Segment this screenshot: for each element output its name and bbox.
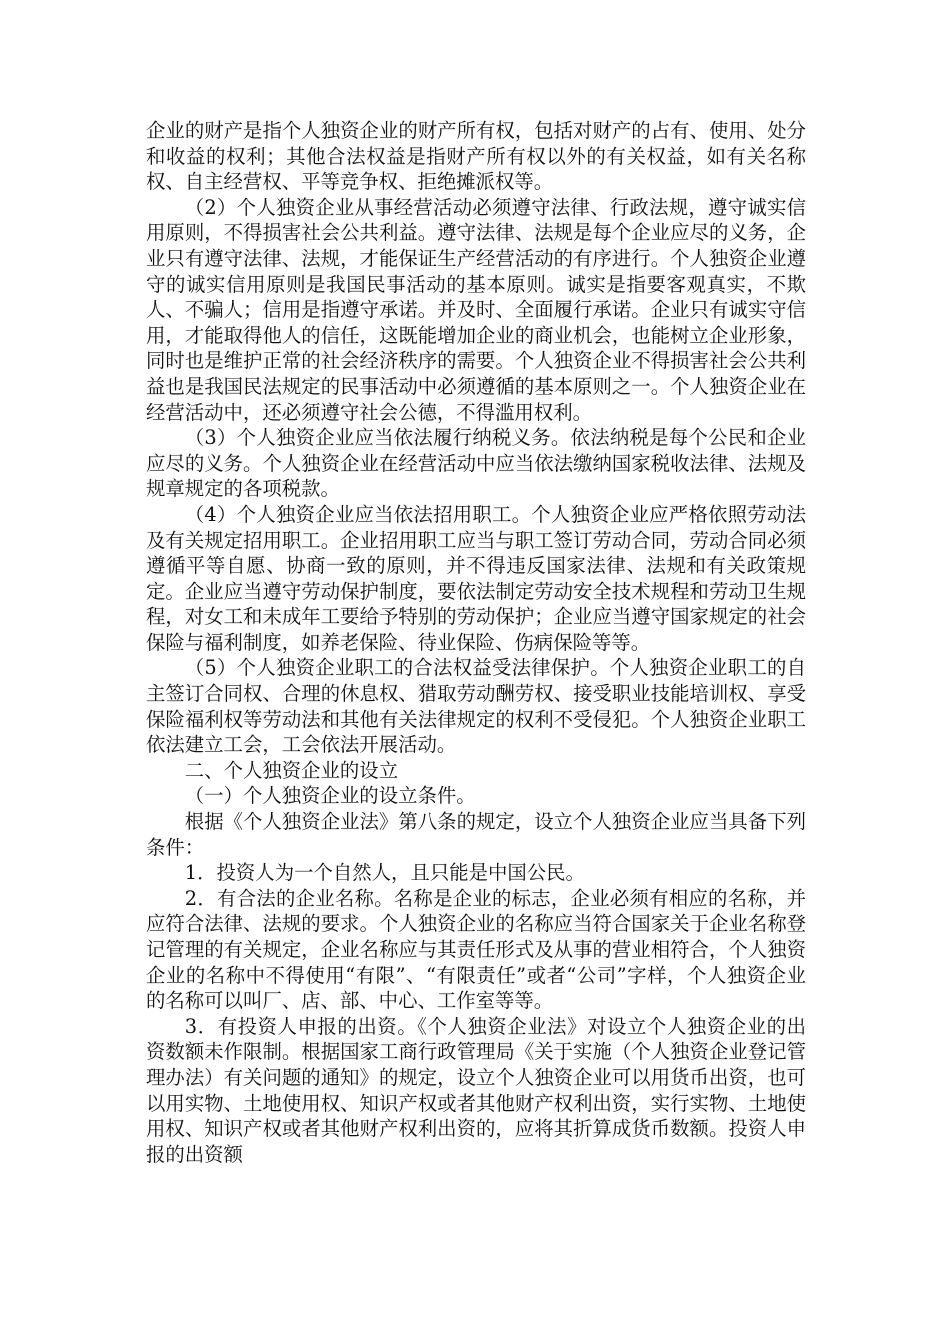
paragraph-item-2: （2）个人独资企业从事经营活动必须遵守法律、行政法规，遵守诚实信用原则，不得损害社会公共利益。遵守法律、法规是每个企业应尽的义务，企业只有遵守法律、法规，才能保证生产经营活动的有序进行。个人独资企业遵守的诚实信用原则是我国民事活动的基本原则。诚实是指要客观真实，不欺人、不骗人；信用是指遵守承诺。并及时、全面履行承诺。企业只有诚实守信用，才能取得他人的信任，这既能增加企业的商业机会，也能树立企业形象，同时也是维护正常的社会经济秩序的需要。个人独资企业不得损害社会公共利益也是我国民法规定的民事活动中必须遵循的基本原则之一。个人独资企业在经营活动中，还必须遵守社会公德，不得滥用权利。 [146, 195, 806, 424]
paragraph-item-4: （4）个人独资企业应当依法招用职工。个人独资企业应严格依照劳动法及有关规定招用职工。企业招用职工应当与职工签订劳动合同，劳动合同必须遵循平等自愿、协商一致的原则，并不得违反国家法律、法规和有关政策规定。企业应当遵守劳动保护制度，要依法制定劳动安全技术规程和劳动卫生规程，对女工和未成年工要给予特别的劳动保护；企业应当遵守国家规定的社会保险与福利制度，如养老保险、待业保险、伤病保险等等。 [146, 502, 806, 654]
document-body [146, 118, 806, 1167]
paragraph-property-rights: 企业的财产是指个人独资企业的财产所有权，包括对财产的占有、使用、处分和收益的权利；其他合法权益是指财产所有权以外的有关权益，如有关名称权、自主经营权、平等竞争权、拒绝摊派权等。 [146, 119, 806, 194]
section-heading-establishment: 二、个人独资企业的设立 [184, 758, 399, 782]
subsection-heading-conditions: （一）个人独资企业的设立条件。 [184, 784, 476, 808]
paragraph-condition-2: 2．有合法的企业名称。名称是企业的标志，企业必须有相应的名称，并应符合法律、法规的要求。个人独资企业的名称应当符合国家关于企业名称登记管理的有关规定，企业名称应与其责任形式及从事的营业相符合，个人独资企业的名称中不得使用“有限”、“有限责任”或者“公司”字样，个人独资企业的名称可以叫厂、店、部、中心、工作室等等。 [146, 886, 806, 1013]
paragraph-item-5: （5）个人独资企业职工的合法权益受法律保护。个人独资企业职工的自主签订合同权、合理的休息权、猎取劳动酬劳权、接受职业技能培训权、享受保险福利权等劳动法和其他有关法律规定的权利不受侵犯。个人独资企业职工依法建立工会，工会依法开展活动。 [146, 656, 806, 757]
paragraph-article-8: 根据《个人独资企业法》第八条的规定，设立个人独资企业应当具备下列条件： [146, 810, 806, 859]
paragraph-condition-1: 1．投资人为一个自然人，且只能是中国公民。 [184, 861, 585, 885]
paragraph-item-3: （3）个人独资企业应当依法履行纳税义务。依法纳税是每个公民和企业应尽的义务。个人独资企业在经营活动中应当依法缴纳国家税收法律、法规及规章规定的各项税款。 [146, 426, 806, 501]
paragraph-condition-3: 3．有投资人申报的出资。《个人独资企业法》对设立个人独资企业的出资数额未作限制。根据国家工商行政管理局《关于实施（个人独资企业登记管理办法）有关问题的通知》的规定，设立个人独资企业可以用货币出资，也可以用实物、土地使用权、知识产权或者其他财产权利出资，实行实物、土地使用权、知识产权或者其他财产权利出资的，应将其折算成货币数额。投资人申报的出资额 [146, 1014, 806, 1166]
